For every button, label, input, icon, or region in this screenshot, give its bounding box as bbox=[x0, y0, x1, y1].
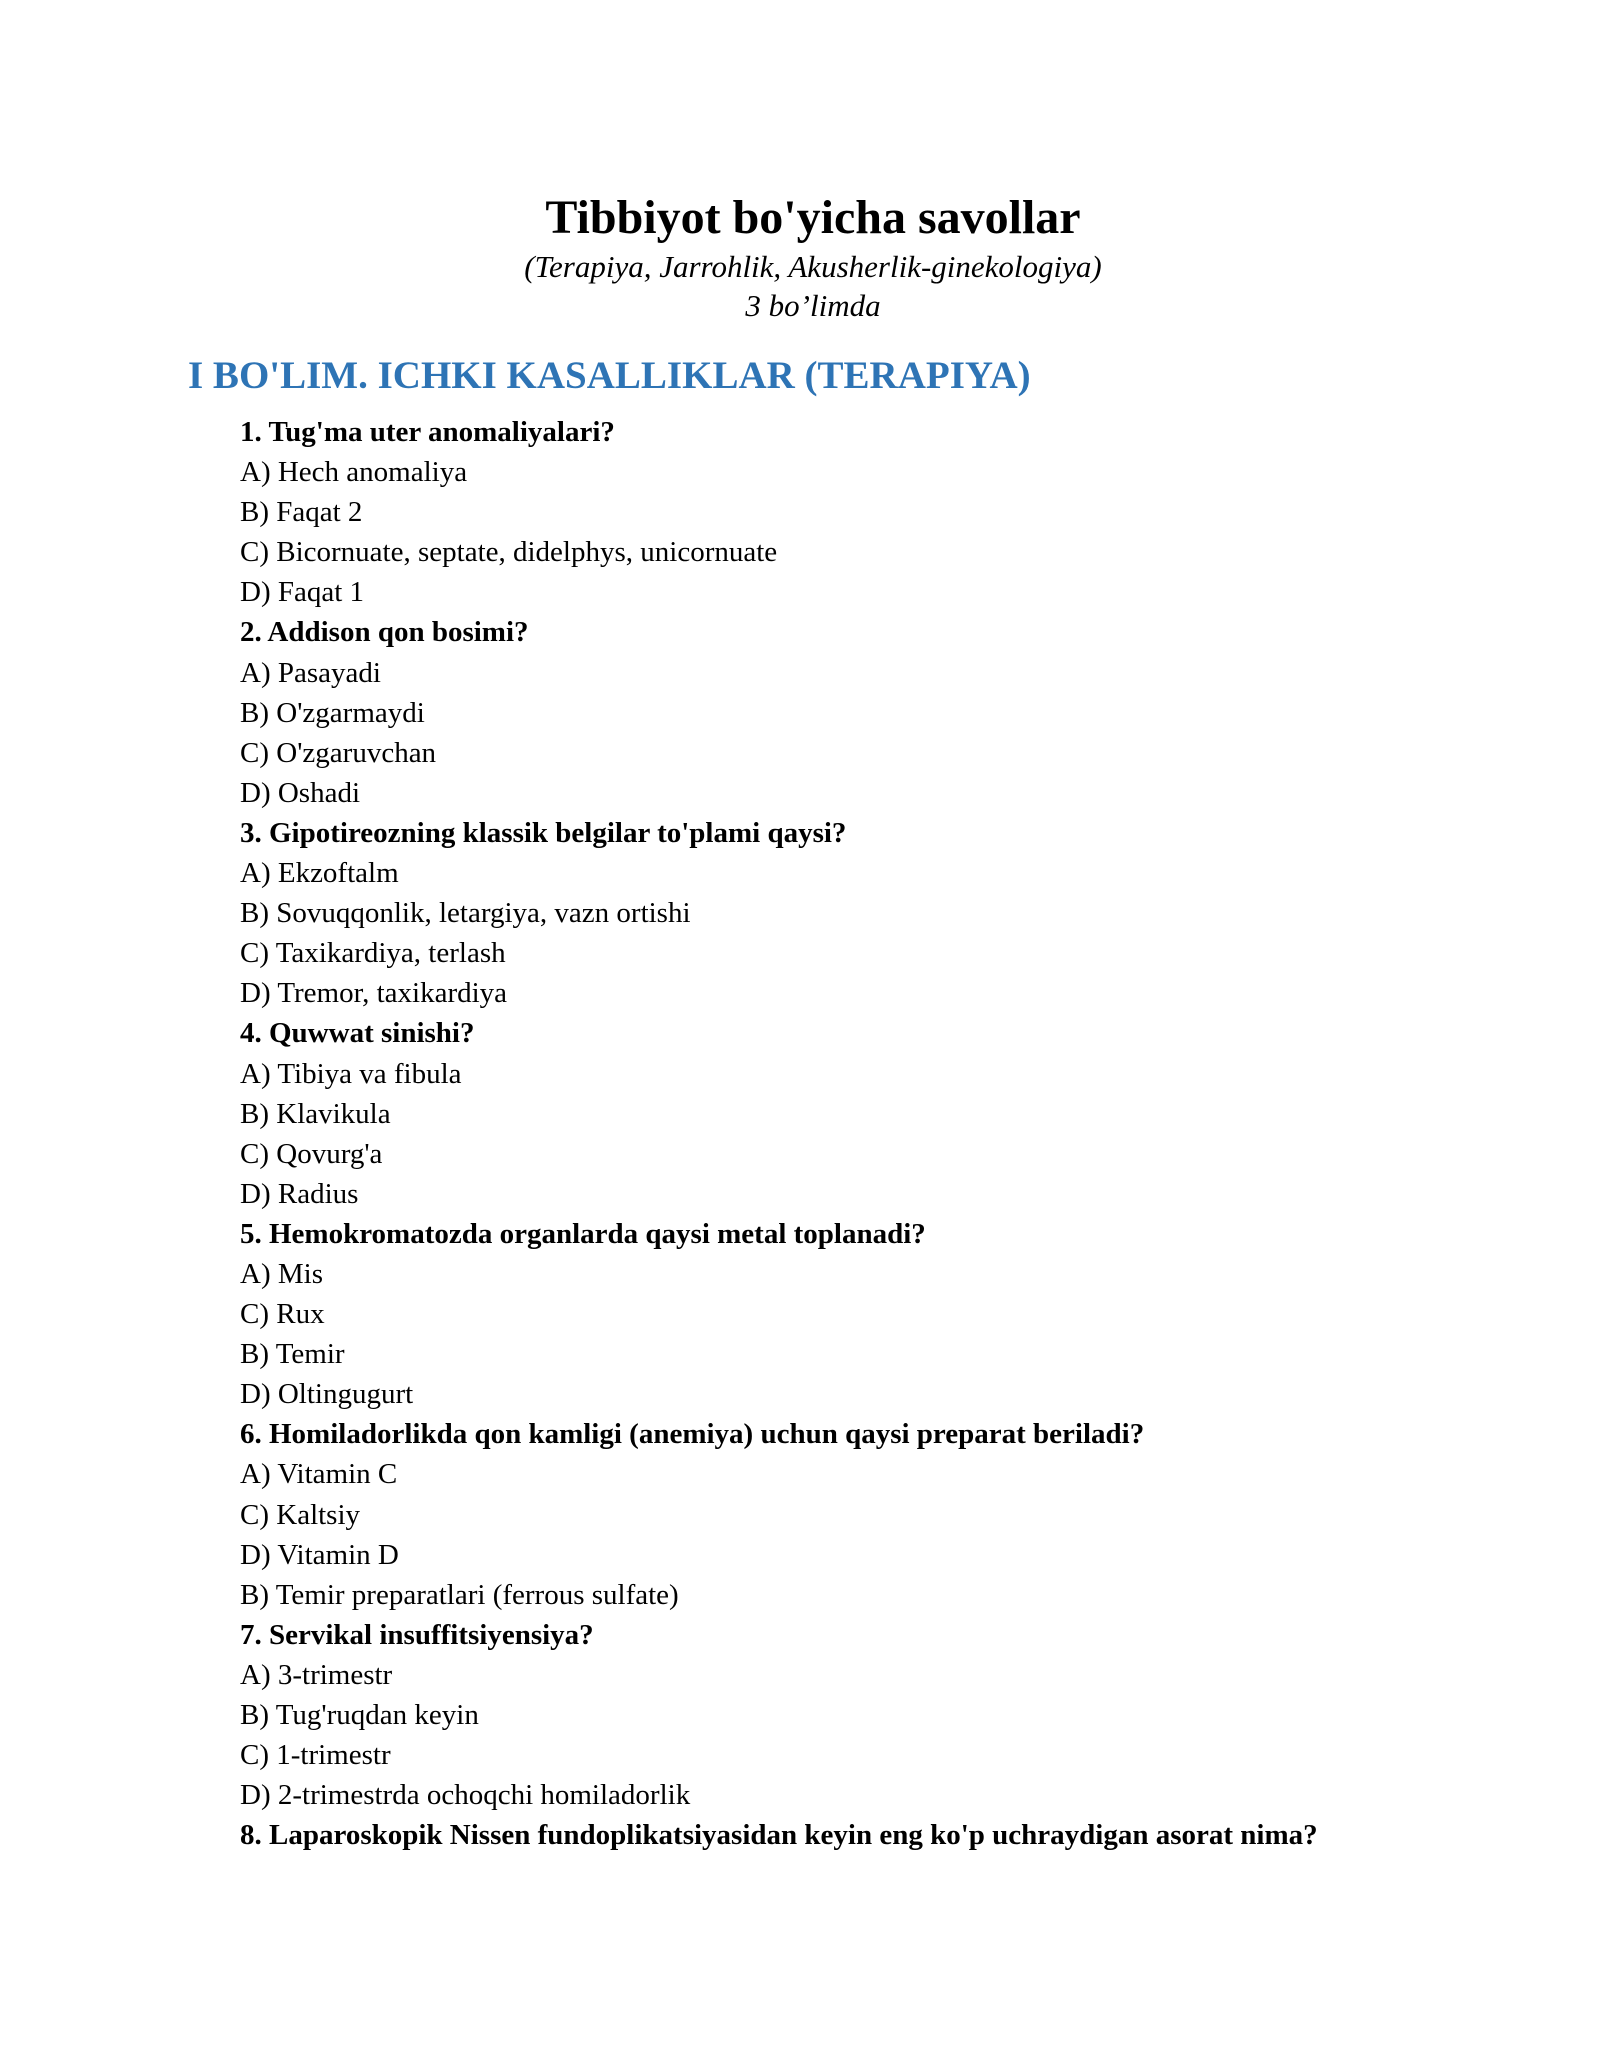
question-item bbox=[240, 1214, 1540, 1414]
answer-option: C) Kaltsiy bbox=[240, 1498, 361, 1531]
question-text: 2. Addison qon bosimi? bbox=[240, 616, 529, 649]
answer-option: A) Vitamin C bbox=[240, 1458, 398, 1491]
answer-option: B) Tug'ruqdan keyin bbox=[240, 1699, 479, 1731]
answer-option: C) 1-trimestr bbox=[240, 1739, 391, 1772]
question-item bbox=[240, 1414, 1540, 1614]
answer-option: A) Hech anomaliya bbox=[240, 456, 468, 489]
answer-option: D) Vitamin D bbox=[240, 1538, 399, 1571]
answer-option: B) Sovuqqonlik, letargiya, vazn ortishi bbox=[240, 897, 691, 930]
answer-option: C) Qovurg'a bbox=[240, 1137, 383, 1170]
answer-option: A) 3-trimestr bbox=[240, 1658, 393, 1691]
question-text: 3. Gipotireozning klassik belgilar to'plami qaysi? bbox=[240, 816, 847, 849]
answer-option: B) Temir bbox=[240, 1338, 345, 1371]
answer-option: B) O'zgarmaydi bbox=[240, 696, 425, 729]
answer-option: A) Ekzoftalm bbox=[240, 857, 399, 890]
answer-option: A) Pasayadi bbox=[240, 656, 381, 689]
answer-option: D) 2-trimestrda ochoqchi homiladorlik bbox=[240, 1779, 691, 1812]
question-text: 1. Tug'ma uter anomaliyalari? bbox=[240, 416, 615, 448]
section-heading: I BO'LIM. ICHKI KASALLIKLAR (TERAPIYA) bbox=[188, 354, 1031, 397]
answer-option: A) Mis bbox=[240, 1257, 323, 1290]
document-parts-note: 3 bo’limda bbox=[745, 288, 881, 323]
answer-option: D) Tremor, taxikardiya bbox=[240, 977, 508, 1010]
question-item bbox=[240, 1815, 1540, 1855]
question-text: 4. Quwwat sinishi? bbox=[240, 1017, 475, 1050]
document-title: Tibbiyot bo'yicha savollar bbox=[545, 191, 1081, 244]
document-subtitle: (Terapiya, Jarrohlik, Akusherlik-ginekologiya) bbox=[524, 249, 1102, 284]
question-item bbox=[240, 813, 1540, 1013]
answer-option: D) Radius bbox=[240, 1177, 359, 1210]
answer-option: D) Faqat 1 bbox=[240, 576, 365, 609]
answer-option: A) Tibiya va fibula bbox=[240, 1057, 462, 1090]
answer-option: B) Faqat 2 bbox=[240, 496, 363, 529]
question-text: 7. Servikal insuffitsiyensiya? bbox=[240, 1618, 594, 1651]
answer-option: C) Taxikardiya, terlash bbox=[240, 937, 506, 970]
answer-option: B) Temir preparatlari (ferrous sulfate) bbox=[240, 1578, 679, 1611]
answer-option: D) Oltingugurt bbox=[240, 1378, 414, 1411]
question-list bbox=[240, 412, 1540, 1855]
answer-option: B) Klavikula bbox=[240, 1097, 391, 1130]
question-text: 8. Laparoskopik Nissen fundoplikatsiyasidan keyin eng ko'p uchraydigan asorat nima? bbox=[240, 1819, 1318, 1852]
question-text: 6. Homiladorlikda qon kamligi (anemiya) uchun qaysi preparat beriladi? bbox=[240, 1418, 1145, 1451]
question-item bbox=[240, 1615, 1540, 1815]
answer-option: C) Bicornuate, septate, didelphys, unicornuate bbox=[240, 536, 778, 569]
question-text: 5. Hemokromatozda organlarda qaysi metal toplanadi? bbox=[240, 1217, 926, 1250]
answer-option: C) Rux bbox=[240, 1298, 325, 1331]
question-item bbox=[240, 1013, 1540, 1213]
answer-option: C) O'zgaruvchan bbox=[240, 736, 437, 769]
question-item bbox=[240, 612, 1540, 812]
answer-option: D) Oshadi bbox=[240, 776, 361, 809]
question-item bbox=[240, 412, 1540, 612]
